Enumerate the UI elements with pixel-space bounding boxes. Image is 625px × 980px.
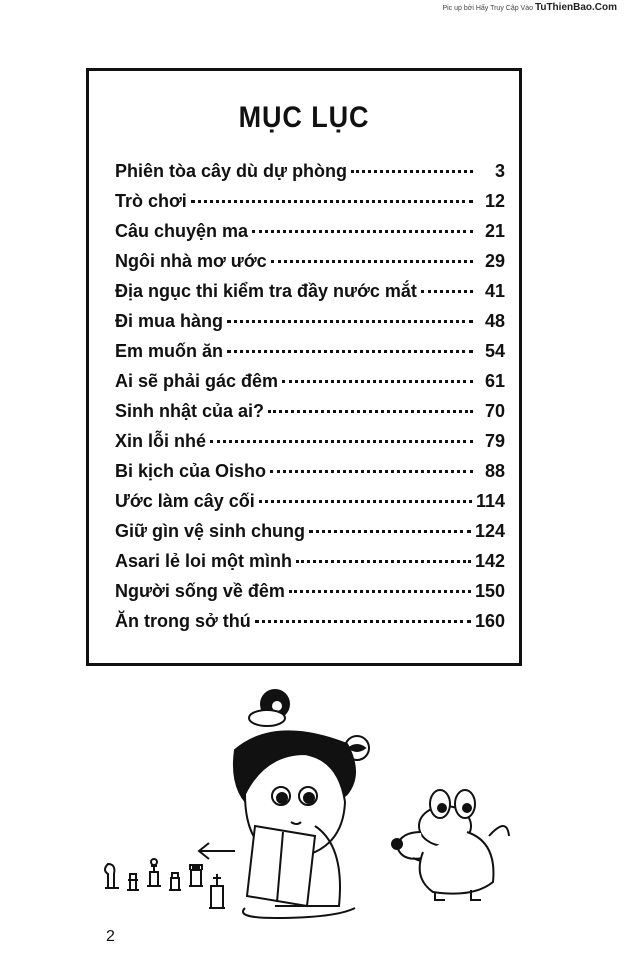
dot-leader — [255, 620, 471, 623]
watermark-text: Pic up bởi Hấy Truy Cập Vào — [442, 5, 534, 12]
dog-character-icon — [392, 790, 509, 900]
dot-leader — [252, 230, 473, 233]
table-of-contents — [86, 68, 522, 666]
toc-entry-title: Người sống về đêm — [115, 581, 285, 601]
dot-leader — [271, 260, 473, 263]
toc-entry[interactable] — [115, 521, 505, 551]
toc-entry[interactable] — [115, 341, 505, 371]
dot-leader — [309, 530, 471, 533]
toc-entry-title: Giữ gìn vệ sinh chung — [115, 521, 306, 541]
toc-entry-title: Ăn trong sở thú — [115, 611, 251, 631]
toc-entry[interactable] — [115, 161, 505, 191]
page-number: 2 — [106, 928, 115, 945]
toc-entry-page: 3 — [494, 161, 505, 181]
toc-entry-title: Đi mua hàng — [115, 311, 224, 331]
toc-entry-title: Ngôi nhà mơ ước — [115, 251, 267, 271]
toc-entry[interactable] — [115, 551, 505, 581]
toc-entry[interactable] — [115, 461, 505, 491]
watermark — [442, 2, 617, 13]
toc-entry-page: 48 — [484, 311, 505, 331]
toc-entry-page: 142 — [474, 551, 505, 571]
toc-entry-page: 12 — [484, 191, 505, 211]
toc-entry-title: Bi kịch của Oisho — [115, 461, 267, 481]
watermark-brand: TuThienBao.Com — [534, 2, 617, 13]
girl-character-icon — [199, 690, 369, 918]
toc-entry-title: Em muốn ăn — [115, 341, 224, 361]
dot-leader — [191, 200, 473, 203]
chess-pieces-icon — [105, 859, 225, 908]
dot-leader — [268, 410, 473, 413]
toc-entry[interactable] — [115, 581, 505, 611]
toc-entry-page: 160 — [474, 611, 505, 631]
toc-entry[interactable] — [115, 431, 505, 461]
dot-leader — [227, 350, 473, 353]
toc-entry-page: 150 — [474, 581, 505, 601]
dot-leader — [351, 170, 473, 173]
cartoon-illustration — [95, 676, 515, 926]
toc-entry-page: 88 — [484, 461, 505, 481]
toc-entry[interactable] — [115, 491, 505, 521]
toc-entry-title: Xin lỗi nhé — [115, 431, 207, 451]
toc-entry[interactable] — [115, 281, 505, 311]
dot-leader — [227, 320, 473, 323]
toc-entry-title: Sinh nhật của ai? — [115, 401, 265, 421]
toc-entry[interactable] — [115, 251, 505, 281]
toc-title: MỤC LỤC — [238, 101, 370, 134]
toc-entry-page: 70 — [484, 401, 505, 421]
dot-leader — [282, 380, 473, 383]
toc-entry-page: 114 — [475, 491, 505, 511]
toc-entry[interactable] — [115, 191, 505, 221]
toc-entry-title: Ước làm cây cối — [115, 491, 255, 511]
toc-entry-title: Trò chơi — [115, 191, 187, 211]
dot-leader — [259, 500, 472, 503]
toc-entry-title: Phiên tòa cây dù dự phòng — [115, 161, 348, 181]
toc-entry-title: Asari lẻ loi một mình — [115, 551, 293, 571]
toc-entry-page: 54 — [484, 341, 505, 361]
toc-entry-title: Địa ngục thi kiểm tra đầy nước mắt — [115, 281, 417, 301]
toc-entry-page: 29 — [484, 251, 505, 271]
toc-entry-title: Câu chuyện ma — [115, 221, 249, 241]
dot-leader — [289, 590, 471, 593]
toc-entry[interactable] — [115, 611, 505, 641]
toc-entry[interactable] — [115, 221, 505, 251]
toc-entry[interactable] — [115, 371, 505, 401]
toc-entry-page: 41 — [484, 281, 505, 301]
toc-entry-page: 61 — [484, 371, 505, 391]
toc-entry-page: 21 — [484, 221, 505, 241]
toc-entry-page: 124 — [474, 521, 505, 541]
dot-leader — [296, 560, 471, 563]
toc-entry-title: Ai sẽ phải gác đêm — [115, 371, 279, 391]
toc-entry-page: 79 — [484, 431, 505, 451]
dot-leader — [421, 290, 473, 293]
toc-entry[interactable] — [115, 311, 505, 341]
toc-list — [115, 161, 505, 641]
dot-leader — [270, 470, 473, 473]
dot-leader — [210, 440, 473, 443]
toc-entry[interactable] — [115, 401, 505, 431]
